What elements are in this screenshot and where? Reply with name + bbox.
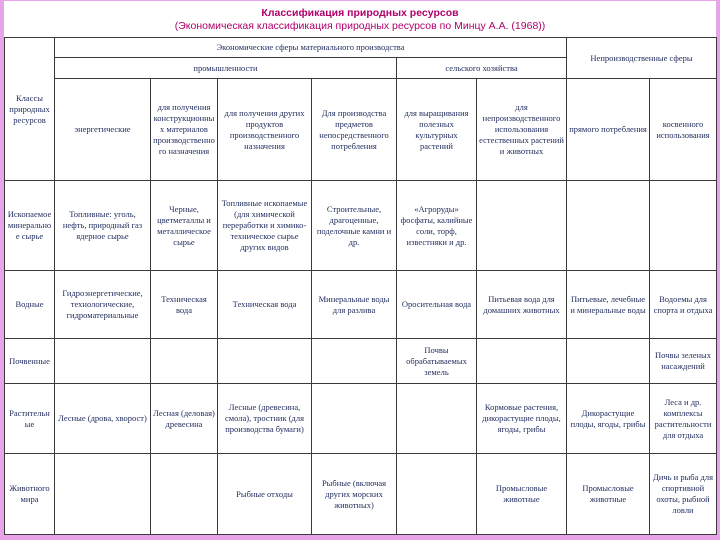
table-cell — [312, 339, 397, 384]
table-cell — [567, 181, 650, 271]
header-industry: промышленности — [55, 58, 397, 79]
table-cell — [312, 384, 397, 454]
table-cell — [151, 339, 218, 384]
table-cell: Техническая вода — [151, 271, 218, 339]
table-cell: Топливные: уголь, нефть, природный газ ядерное сырье — [55, 181, 151, 271]
header-econ-spheres: Экономические сферы материального производства — [55, 38, 567, 58]
header-row-3 — [5, 79, 717, 181]
table-cell — [151, 454, 218, 535]
column-header: для выращивания полезных культурных растений — [397, 79, 477, 181]
table-row — [5, 271, 717, 339]
row-class-name: Ископаемое минеральное сырье — [5, 181, 55, 271]
table-cell — [477, 181, 567, 271]
table-cell: «Агроруды» фосфаты, калийные соли, торф, известняки и др. — [397, 181, 477, 271]
table-cell: Лесные (дрова, хворост) — [55, 384, 151, 454]
table-cell — [650, 181, 717, 271]
table-cell: Кормовые растения, дикорастущие плоды, ягоды, грибы — [477, 384, 567, 454]
table-cell — [55, 454, 151, 535]
column-header: для непроизводственного использования естественных растений и животных — [477, 79, 567, 181]
table-cell: Почвы обрабатываемых земель — [397, 339, 477, 384]
table-row — [5, 339, 717, 384]
table-cell: Рыбные отходы — [218, 454, 312, 535]
table-cell: Леса и др. комплексы растительности для отдыха — [650, 384, 717, 454]
resources-table — [4, 37, 717, 535]
table-cell: Минеральные воды для разлива — [312, 271, 397, 339]
table-row — [5, 384, 717, 454]
table-cell — [477, 339, 567, 384]
table-cell: Техническая вода — [218, 271, 312, 339]
table-cell: Питьевая вода для домашних животных — [477, 271, 567, 339]
table-cell: Промысловые животные — [477, 454, 567, 535]
table-cell: Дичь и рыба для спортивной охоты, рыбной ловли — [650, 454, 717, 535]
table-row — [5, 454, 717, 535]
table-cell — [55, 339, 151, 384]
column-header: косвенного использования — [650, 79, 717, 181]
column-header: для получения других продуктов производственного назначения — [218, 79, 312, 181]
title-block — [4, 1, 716, 37]
column-header: для получения конструкционных материалов производственного назначения — [151, 79, 218, 181]
table-cell: Питьевые, лечебные и минеральные воды — [567, 271, 650, 339]
row-class-name: Почвенные — [5, 339, 55, 384]
table-cell — [567, 339, 650, 384]
table-cell: Гидроэнергетические, технологические, гидроматериальные — [55, 271, 151, 339]
header-classes: Классы природных ресурсов — [5, 38, 55, 181]
row-class-name: Животного мира — [5, 454, 55, 535]
header-nonprod: Непроизводственные сферы — [567, 38, 717, 79]
table-cell: Черные, цветметаллы и металлическое сырье — [151, 181, 218, 271]
table-cell: Водоемы для спорта и отдыха — [650, 271, 717, 339]
table-cell — [397, 384, 477, 454]
header-row-1 — [5, 38, 717, 58]
page-subtitle: (Экономическая классификация природных ресурсов по Минцу А.А. (1968)) — [174, 20, 546, 32]
page-title: Классификация природных ресурсов — [261, 7, 459, 19]
table-cell: Промысловые животные — [567, 454, 650, 535]
table-cell — [397, 454, 477, 535]
table-cell: Топливные ископаемые (для химической переработки и химико-техническое сырье других видов — [218, 181, 312, 271]
table-row — [5, 181, 717, 271]
table-cell: Оросительная вода — [397, 271, 477, 339]
table-cell: Строительные, драгоценные, поделочные камни и др. — [312, 181, 397, 271]
column-header: прямого потребления — [567, 79, 650, 181]
header-agriculture: сельского хозяйства — [397, 58, 567, 79]
table-cell: Почвы зеленых насаждений — [650, 339, 717, 384]
column-header: энергетические — [55, 79, 151, 181]
table-cell: Лесная (деловая) древесина — [151, 384, 218, 454]
table-cell: Рыбные (включая других морских животных) — [312, 454, 397, 535]
column-header: Для производства предметов непосредственного потребления — [312, 79, 397, 181]
row-class-name: Растительные — [5, 384, 55, 454]
table-cell: Лесные (древесина, смола), тростник (для производства бумаги) — [218, 384, 312, 454]
table-cell — [218, 339, 312, 384]
row-class-name: Водные — [5, 271, 55, 339]
table-cell: Дикорастущие плоды, ягоды, грибы — [567, 384, 650, 454]
